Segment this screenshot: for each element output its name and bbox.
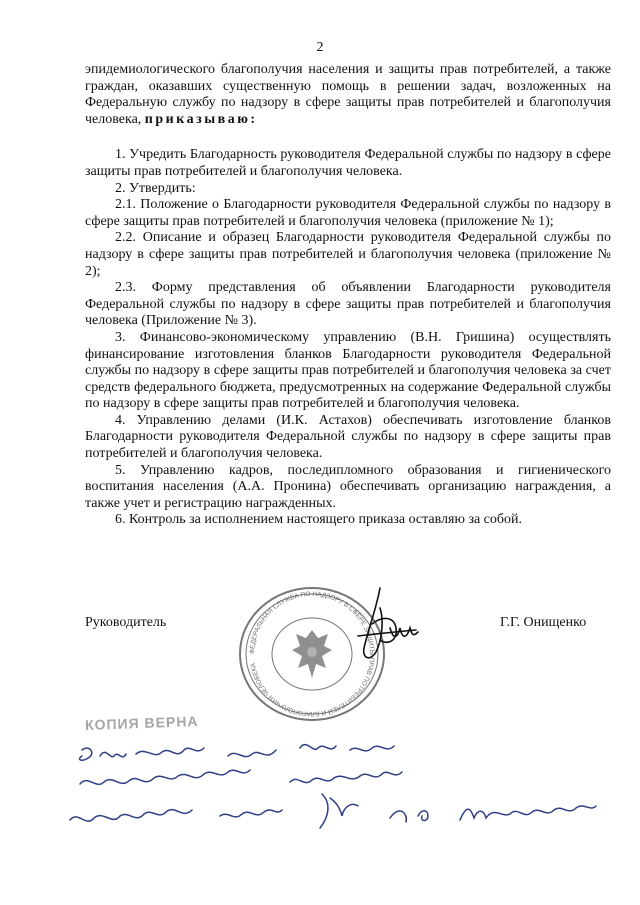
page-number: 2 [316,40,324,55]
paragraph-2: 2. Утвердить: [115,180,196,196]
copy-certified-stamp: КОПИЯ ВЕРНА [84,713,199,733]
paragraph-5: 5. Управлению кадров, последипломного образования и гигиенического воспитания населения (А.А. Пронина) обеспечивать организацию награждения, а также учет и регистрацию награжденных. [85,462,611,511]
paragraph-6: 6. Контроль за исполнением настоящего приказа оставляю за собой. [115,512,523,528]
order-body [85,62,611,529]
intro-text: эпидемиологического благополучия населения и защиты прав потребителей, а также граждан, оказавших существенную помощь в решении задач, возложенных на Федеральную службу по надзору в сфере защиты прав потребителей и благополучия человека, [85,62,611,127]
paragraph-2-1: 2.1. Положение о Благодарности руководителя Федеральной службы по надзору в сфере защиты прав потребителей и благополучия человека (приложение № 1); [85,197,611,229]
signatory-name: Г.Г. Онищенко [500,615,587,630]
eagle-emblem [292,630,332,678]
order-word: приказываю: [144,111,258,127]
paragraph-2-2: 2.2. Описание и образец Благодарности руководителя Федеральной службы по надзору в сфере защиты прав потребителей и благополучия человека (приложение № 2); [85,230,611,279]
intro-paragraph [85,62,611,128]
paragraph-2-3: 2.3. Форму представления об объявлении Благодарности руководителя Федеральной службы по надзору в сфере защиты прав потребителей и благополучия человека (Приложение № 3). [85,280,611,329]
handwritten-certification-note [60,728,620,838]
paragraph-4: 4. Управлению делами (И.К. Астахов) обеспечивать изготовление бланков Благодарности руководителя Федеральной службы по надзору в сфере защиты прав потребителей и благополучия человека. [85,412,611,462]
paragraph-1: 1. Учредить Благодарность руководителя Федеральной службы по надзору в сфере защиты прав потребителей и благополучия человека. [85,147,611,179]
paragraph-3: 3. Финансово-экономическому управлению (В.Н. Гришина) осуществлять финансирование изготовления бланков Благодарности руководителя Федеральной службы по надзору в сфере защиты прав потребителей и благополучия человека за счет средств федерального бюджета, предусмотренных на содержание Федеральной службы по надзору в сфере защиты прав потребителей и благополучия человека. [85,329,611,412]
seal-text: ФЕДЕРАЛЬНАЯ СЛУЖБА ПО НАДЗОРУ В СФЕРЕ ЗАЩИТЫ ПРАВ ПОТРЕБИТЕЛЕЙ И БЛАГОПОЛУЧИЯ ЧЕЛОВЕКА [248,590,376,718]
handwritten-signature [350,580,420,670]
signatory-title: Руководитель [85,615,167,630]
